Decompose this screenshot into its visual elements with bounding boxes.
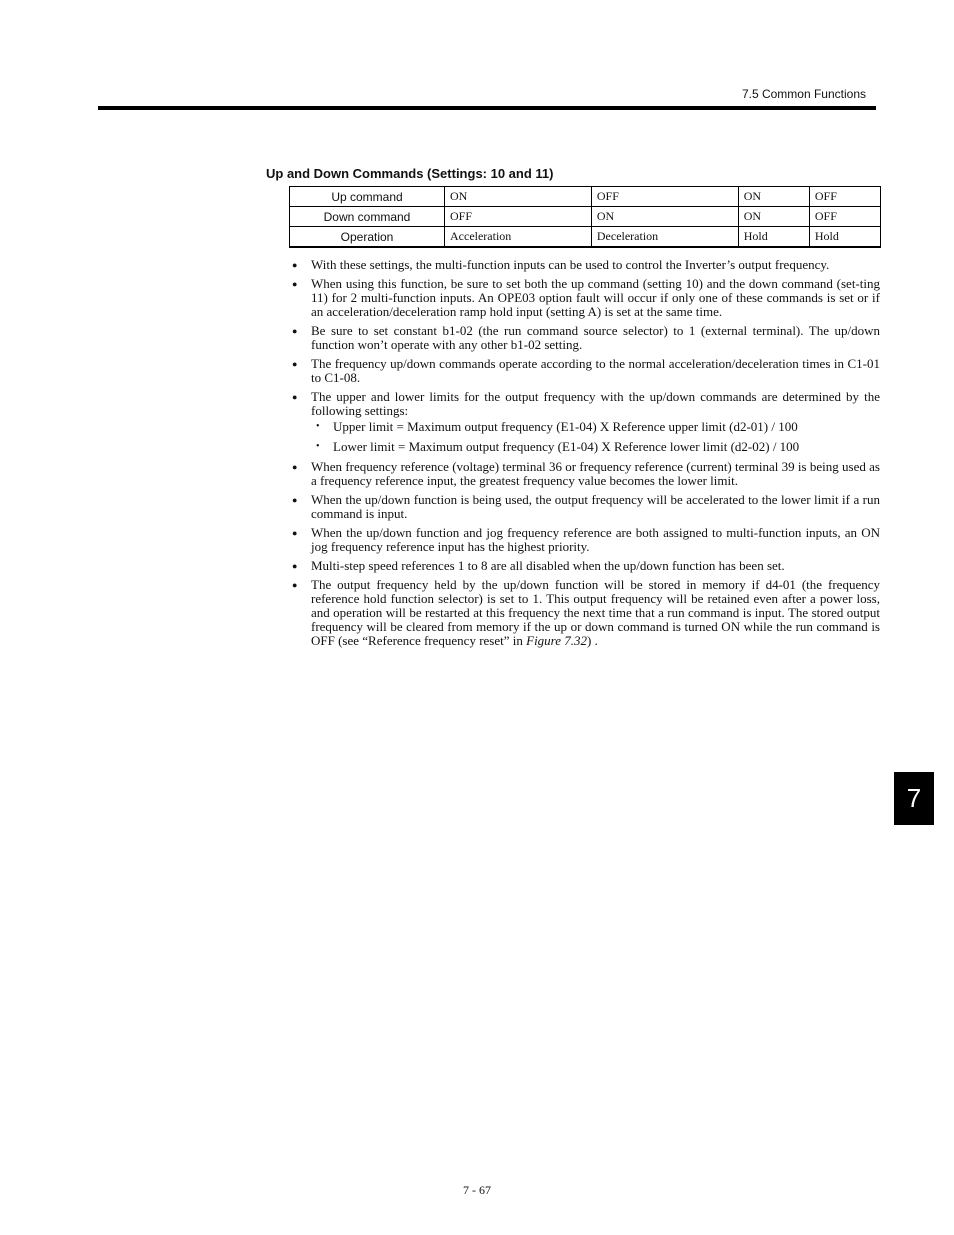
row-label: Up command (290, 187, 445, 207)
list-item (292, 390, 880, 454)
bullet-list (292, 258, 880, 653)
table-cell: OFF (591, 187, 738, 207)
running-header: 7.5 Common Functions (741, 87, 866, 101)
list-item: ● With these settings, the multi-function inputs can be used to control the Inverter’s output frequency. (292, 258, 880, 272)
table-cell: OFF (445, 207, 592, 227)
list-item: ● When the up/down function is being used, the output frequency will be accelerated to the lower limit if a run command is input. (292, 493, 880, 521)
page-number: 7 - 67 (463, 1183, 491, 1197)
table-cell: ON (445, 187, 592, 207)
header-rule (98, 106, 876, 110)
table-cell: Acceleration (445, 227, 592, 248)
row-label: Operation (290, 227, 445, 248)
list-item-tail: ) . (587, 633, 598, 648)
list-item: ● When the up/down function and jog frequency reference are both assigned to multi-function inputs, an ON jog frequency reference input has the highest priority. (292, 526, 880, 554)
table-cell: OFF (809, 187, 880, 207)
table-cell: ON (738, 187, 809, 207)
list-item: ● When frequency reference (voltage) terminal 36 or frequency reference (current) terminal 39 is being used as a frequency reference input, the greatest frequency value becomes the lower limit. (292, 460, 880, 488)
list-item: ● Multi-step speed references 1 to 8 are all disabled when the up/down function has been set. (292, 559, 880, 573)
list-item: ● The frequency up/down commands operate according to the normal acceleration/deceleration times in C1-01 to C1-08. (292, 357, 880, 385)
lower-limit-formula: • Lower limit = Maximum output frequency (E1-04) X Reference lower limit (d2-02) / 100 (311, 440, 880, 454)
limit-list (311, 420, 880, 454)
list-item (292, 578, 880, 648)
table-cell: Hold (809, 227, 880, 248)
table-row (290, 227, 881, 248)
table-cell: Deceleration (591, 227, 738, 248)
table-cell: ON (591, 207, 738, 227)
upper-limit-formula: • Upper limit = Maximum output frequency (E1-04) X Reference upper limit (d2-01) / 100 (311, 420, 880, 434)
list-item: ● When using this function, be sure to set both the up command (setting 10) and the down command (set-ting 11) for 2 multi-function inputs. An OPE03 option fault will occur if only one of these commands is set or if an acceleration/deceleration ramp hold input (setting A) is set at the same time. (292, 277, 880, 319)
row-label: Down command (290, 207, 445, 227)
figure-reference: Figure 7.32 (526, 633, 588, 648)
list-item-text: The upper and lower limits for the output frequency with the up/down commands are determined by the following settings: (311, 389, 880, 418)
list-item-text: The output frequency held by the up/down function will be stored in memory if d4-01 (the frequency reference hold function selector) is set to 1. This output frequency will be retained even after a power loss, and operation will be restarted at this frequency the next time that a run command is input. The stored output frequency will be cleared from memory if the up or down command is turned ON while the run command is OFF (see “Reference frequency reset” in (311, 577, 880, 648)
table-row (290, 187, 881, 207)
section-title: Up and Down Commands (Settings: 10 and 11) (266, 166, 554, 181)
table-row (290, 207, 881, 227)
table-cell: ON (738, 207, 809, 227)
table-cell: OFF (809, 207, 880, 227)
command-table (289, 186, 881, 248)
chapter-tab: 7 (894, 772, 934, 825)
list-item: ● Be sure to set constant b1-02 (the run command source selector) to 1 (external terminal). The up/down function won’t operate with any other b1-02 setting. (292, 324, 880, 352)
table-cell: Hold (738, 227, 809, 248)
